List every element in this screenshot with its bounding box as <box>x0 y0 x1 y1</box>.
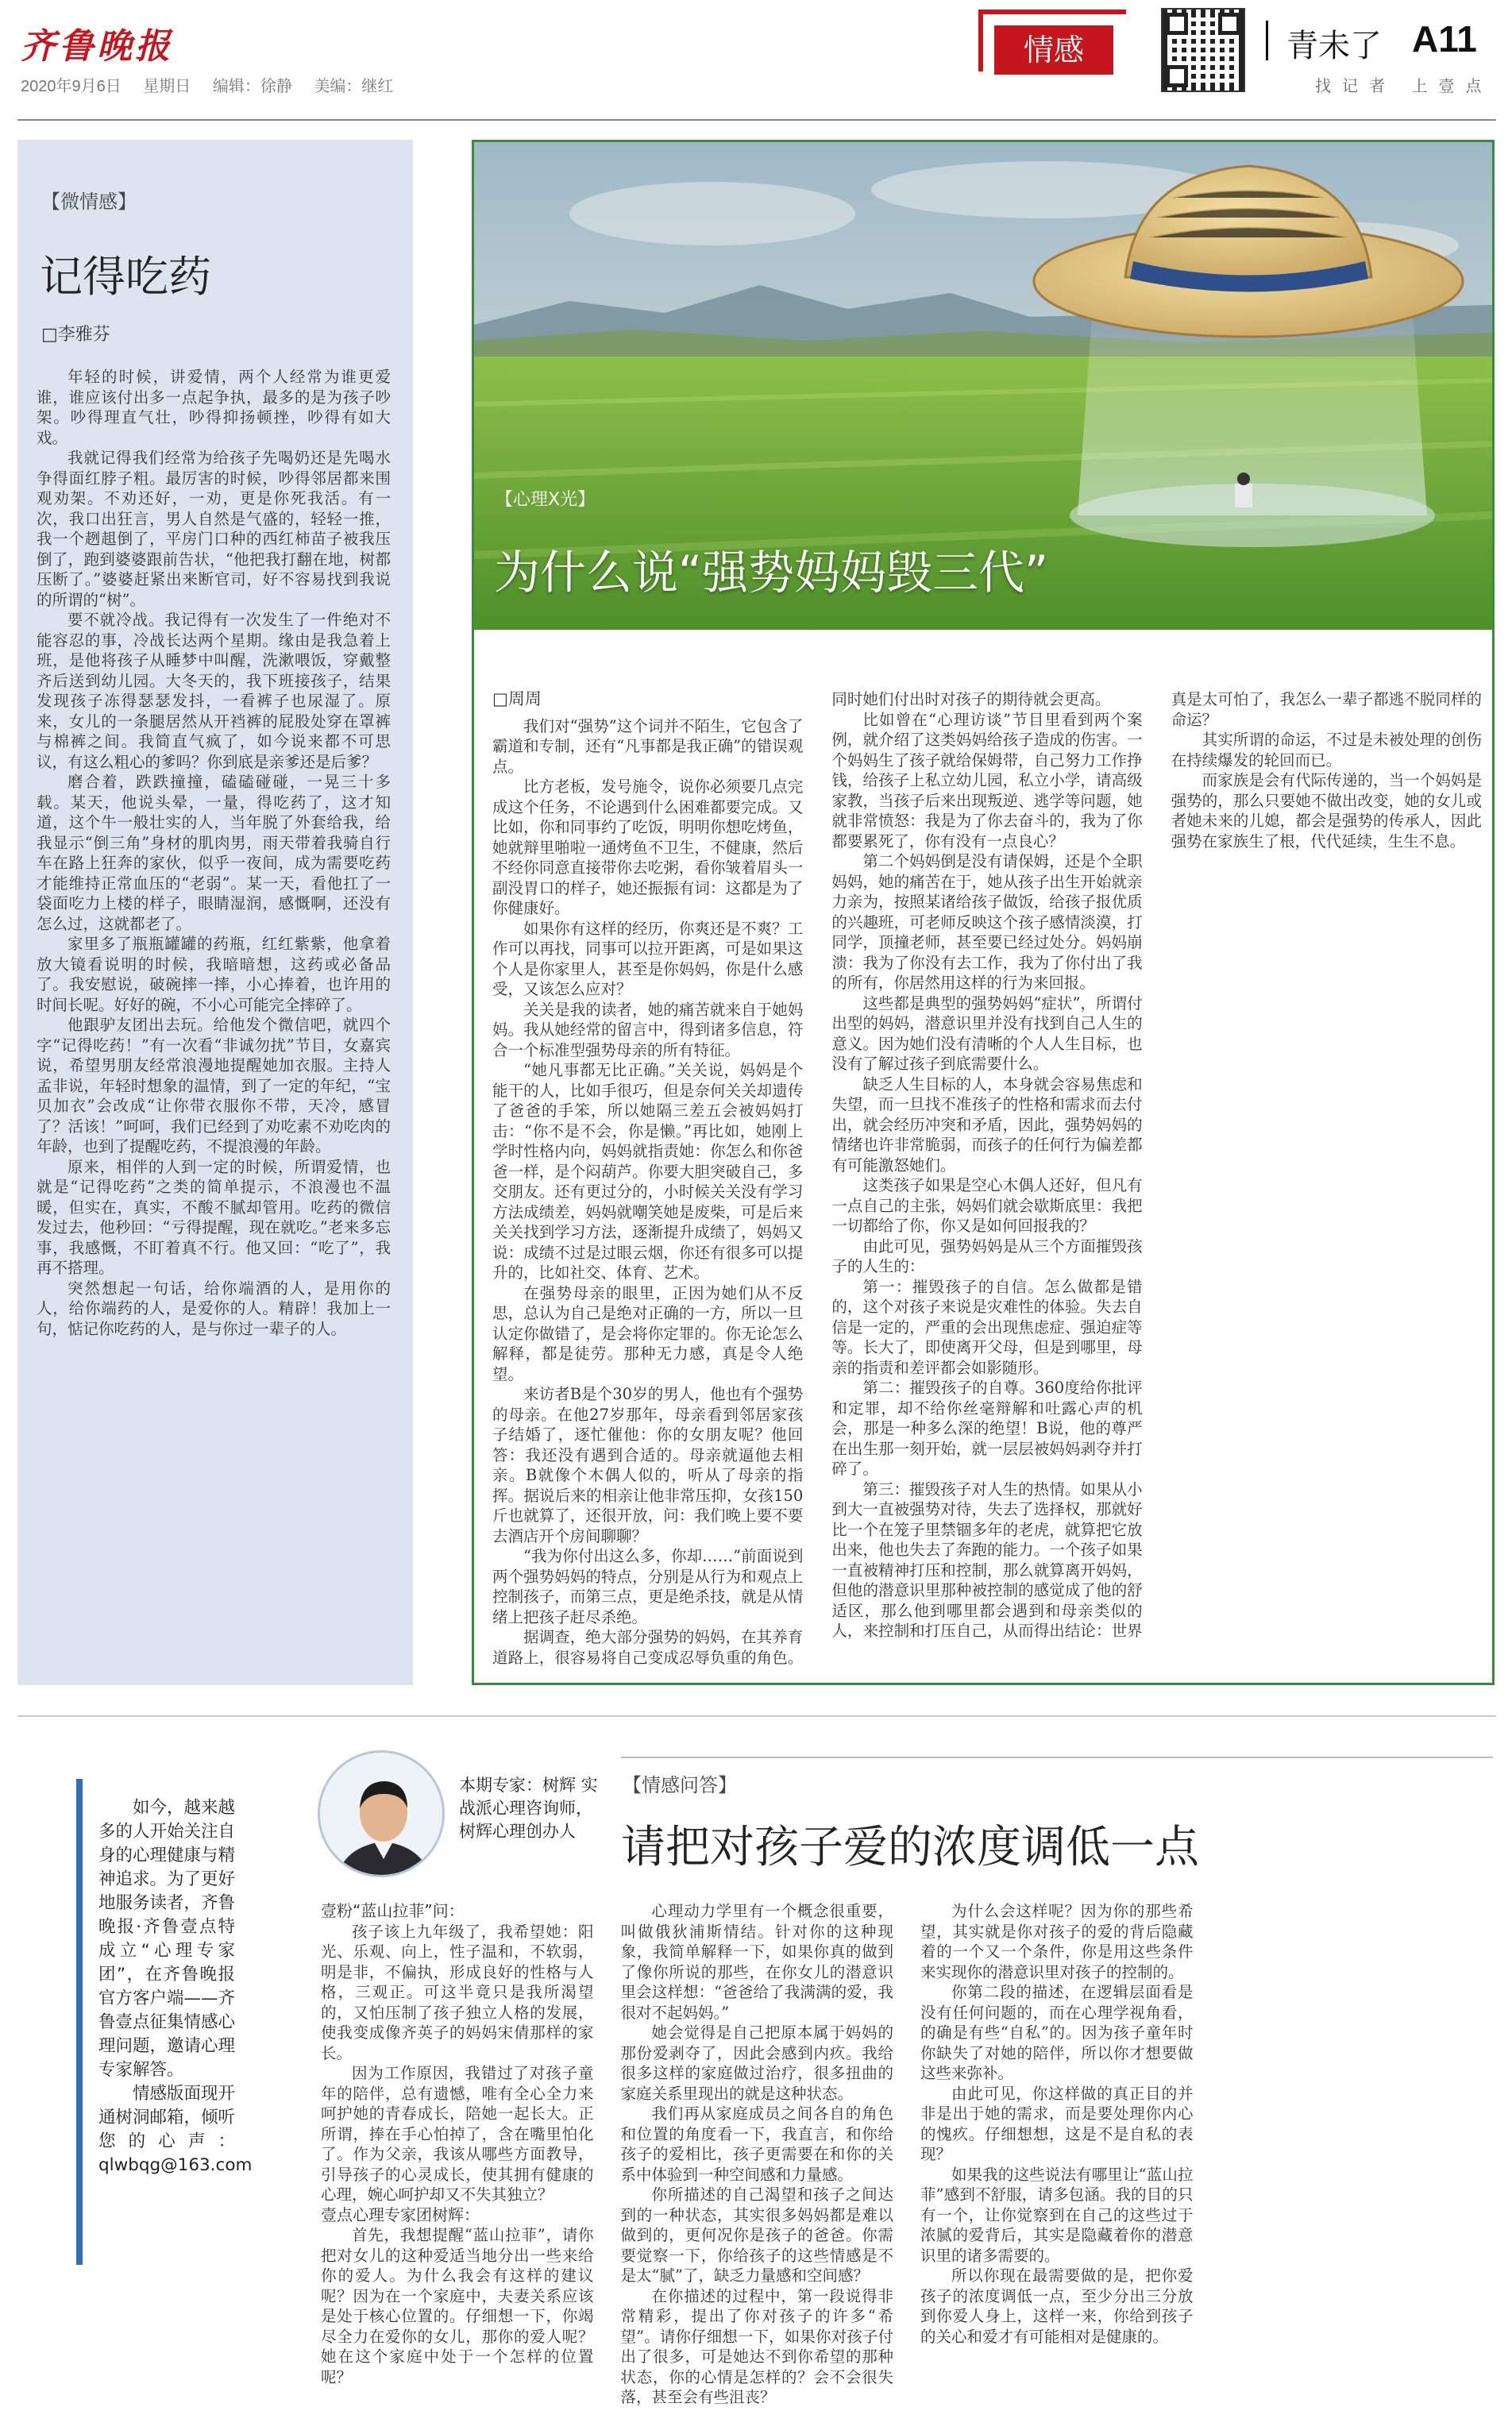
question-from: 壹粉“蓝山拉菲”问： <box>321 1901 465 1920</box>
paragraph: 其实所谓的命运，不过是未被处理的创伤在持续爆发的轮回而已。 <box>1171 731 1482 770</box>
expert-info: 本期专家：树辉 实战派心理咨询师，树辉心理创办人 <box>459 1776 598 1841</box>
qa-rule <box>621 1757 1493 1758</box>
answer-paragraph: 你第二段的描述，在逻辑层面看是没有任何问题的，而在心理学视角看，的确是有些“自私”的。因为孩子童年时你缺失了对她的陪伴，所以你才想要做这些来弥补。 <box>920 1983 1194 2082</box>
issue-date: 2020年9月6日 <box>21 78 122 95</box>
answer-paragraph: 我们再从家庭成员之间各自的角色和位置的角度看一下，我直言，和你给孩子的爱相比，孩子更需要在和你的关系中体验到一种空间感和力量感。 <box>620 2104 893 2184</box>
paragraph: 而家族是会有代际传递的，当一个妈妈是强势的，那么只要她不做出改变，她的女儿或者她未来的儿媳，都会是强势的传承人，因此强势在家族生了根，代代延续，生生不息。 <box>1171 771 1482 851</box>
promo-accent-bar <box>76 1779 83 2265</box>
issue-designer: 美编：继红 <box>314 78 394 95</box>
question-paragraph: 因为工作原因，我错过了对孩子童年的陪伴，总有遗憾，唯有全心全力来呵护她的青春成长，陪她一起长大。正所谓，捧在手心怕掉了，含在嘴里怕化了。作为父亲，我该从哪些方面教导，引导孩子的心灵成长，使其拥有健康的心理，婉心呵护却又不失其独立？ <box>321 2064 594 2204</box>
paragraph: 第一：摧毁孩子的自信。怎么做都是错的，这个对孩子来说是灾难性的体验。失去自信是一定的，严重的会出现焦虑症、强迫症等等。长大了，即使离开父母，但是到哪里，母亲的指责和差评都会如影随形。 <box>831 1277 1143 1377</box>
feature-tag: 【心理X光】 <box>496 490 596 510</box>
feature-title: 为什么说“强势妈妈毁三代” <box>494 546 1049 600</box>
category-tag: 情感 <box>994 25 1113 75</box>
qr-code-icon[interactable] <box>1161 8 1245 92</box>
paragraph: 比方老板，发号施令，说你必须要几点完成这个任务，不论遇到什么困难都要完成。又比如，你和同事约了吃饭，明明你想吃烤鱼，她就辩里啪啦一通烤鱼不卫生，不健康，然后不经你同意直接带你去吃粥，看你皱着眉头一副没胃口的样子，她还振振有词：这都是为了你健康好。 <box>492 777 804 917</box>
paragraph: 关关是我的读者，她的痛苦就来自于她妈妈。我从她经常的留言中，得到诸多信息，符合一个标准型强势母亲的所有特征。 <box>492 1000 804 1059</box>
answer-paragraph: 为什么会这样呢？因为你的那些希望，其实就是你对孩子的爱的背后隐藏着的一个又一个条件，你是用这些条件来实现你的潜意识里对孩子的控制的。 <box>920 1902 1194 1981</box>
paragraph: 在强势母亲的眼里，正因为她们从不反思，总认为自己是绝对正确的一方，所以一旦认定你做错了，是会将你定罪的。你无论怎么解释，都是徒劳。那种无力感，真是令人绝望。 <box>492 1283 804 1383</box>
paragraph: 我们对“强势”这个词并不陌生，它包含了霸道和专制，还有“凡事都是我正确”的错误观点。 <box>492 716 804 776</box>
paragraph: 年轻的时候，讲爱情，两个人经常为谁更爱谁，谁应该付出多一点起争执，最多的是为孩子吵架。吵得理直气壮，吵得抑扬顿挫，吵得有如大戏。 <box>37 368 391 447</box>
paragraph: 缺乏人生目标的人，本身就会容易焦虑和失望，而一旦找不准孩子的性格和需求而去付出，就会经历冲突和矛盾，因此，强势妈妈的情绪也许非常脆弱，而孩子的任何行为偏差都有可能激怒她们。 <box>831 1074 1143 1175</box>
paragraph: 来访者B是个30岁的男人，他也有个强势的母亲。在他27岁那年，母亲看到邻居家孩子结婚了，逐忙催他：你的女朋友呢？他回答：我还没有遇到合适的。母亲就逼他去相亲。B就像个木偶人似的，听从了母亲的指挥。据说后来的相亲让他非常压抑，女孩150斤也就算了，还很开放，问：我们晚上要不要去酒店开个房间聊聊？ <box>492 1385 804 1545</box>
answer-paragraph: 你所描述的自己渴望和孩子之间达到的一种状态，其实很多妈妈都是难以做到的，更何况你是孩子的爸爸。你需要觉察一下，你给孩子的这些情感是不是太“腻”了，缺乏力量感和空间感？ <box>620 2185 893 2285</box>
paragraph: 要不就冷战。我记得有一次发生了一件绝对不能容忍的事，冷战长达两个星期。缘由是我急着上班，是他将孩子从睡梦中叫醒，洗漱喂饭，穿戴整齐后送到幼儿园。大冬天的，我下班接孩子，结果发现孩子冻得瑟瑟发抖，一看裤子也尿湿了。原来，女儿的一条腿居然从开裆裤的屁股处穿在罩裤与棉裤之间。我简直气疯了，如今说来都不可思议，有这么粗心的爹吗？你到底是亲爹还是后爹？ <box>37 611 391 771</box>
section-name: 青未了 <box>1286 28 1382 64</box>
feature-body <box>492 689 1482 1674</box>
paragraph: 第二个妈妈倒是没有请保姆，还是个全职妈妈，她的痛苦在于，她从孩子出生开始就亲力亲为，按照某诸给孩子做饭，给孩子报优质的兴趣班，可老师反映这个孩子感情淡漠，打同学，顶撞老师，甚至要已经过处分。妈妈崩溃：我为了你没有去工作，我为了你付出了我的所有，你居然用这样的行为来回报。 <box>831 852 1143 992</box>
answer-paragraph: 所以你现在最需要做的是，把你爱孩子的浓度调低一点，至少分出三分放到你爱人身上，这样一来，你给到孩子的关心和爱才有可能相对是健康的。 <box>920 2266 1194 2346</box>
question-paragraph: 孩子该上九年级了，我希望她：阳光、乐观、向上，性子温和，不软弱，明是非，不偏执，形成良好的性格与人格，三观正。可这半竟只是我所渴望的，又怕压制了孩子独立人格的发展，使我变成像齐英子的妈妈宋倩那样的家长。 <box>321 1922 594 2062</box>
paragraph: 第三：摧毁孩子对人生的热情。如果从小到大一直被强势对待，失去了选择权，那就好比一个在笼子里禁锢多年的老虎，就算把它放出来，他也失去了奔跑的能力。一个孩子如果一直被精神打压和控制，那么就算离开妈妈，但他的潜意识里那种被控制的感觉成了他的舒适区，那么他到哪里都会遇到和母亲类似的人，来控制和打压自己，从而得出结论：世界真是太可怕了，我怎么一辈子都逃不脱同样的命运？ <box>831 690 1482 1640</box>
section-divider <box>17 1715 1496 1717</box>
answer-paragraph: 如果我的这些说法有哪里让“蓝山拉菲”感到不舒服，请多包涵。我的目的只有一个，让你觉察到在自己的这些过于浓腻的爱背后，其实是隐藏着你的潜意识里的诸多需要的。 <box>920 2165 1194 2265</box>
paragraph: 这些都是典型的强势妈妈“症状”，所谓付出型的妈妈，潜意识里并没有找到自己人生的意义。因为她们没有清晰的个人人生目标，也没有了解过孩子到底需要什么。 <box>831 993 1143 1073</box>
paragraph: “我为你付出这么多，你却……”前面说到两个强势妈妈的特点，分别是从行为和观点上控制孩子，而第三点，更是绝杀技，就是从情绪上把孩子赶尽杀绝。 <box>492 1547 804 1626</box>
left-article-title: 记得吃药 <box>40 252 211 302</box>
paragraph: 这类孩子如果是空心木偶人还好，但凡有一点自己的主张，妈妈们就会歇斯底里：我把一切都给了你，你又是如何回报我的？ <box>831 1176 1143 1235</box>
promo-text: 如今，越来越多的人开始关注自身的心理健康与精神追求。为了更好地服务读者，齐鲁晚报·齐鲁壹点特成立“心理专家团”，在齐鲁晚报官方客户端——齐鲁壹点征集情感心理问题，邀请心理专家解答。 <box>98 1798 236 2080</box>
paragraph: 磨合着，跌跌撞撞，磕磕碰碰，一晃三十多载。某天，他说头晕，一量，得吃药了，这才知道，这个牛一般壮实的人，当年脱了外套给我，给我显示“倒三角”身材的肌肉男，雨天带着我骑自行车在路上狂奔的家伙，似乎一夜间，成为需要吃药才能维持正常血压的“老弱”。某一天，看他扛了一袋面吃力上楼的样子，眼睛湿润，感慨啊，还没有怎么过，这就都老了。 <box>37 773 391 933</box>
answer-paragraph: 在你描述的过程中，第一段说得非常精彩，提出了你对孩子的许多“希望”。请你仔细想一下，如果你对孩子付出了很多，可是她达不到你希望的那种状态，你的心情是怎样的？会不会很失落，甚至会有些沮丧？ <box>620 2286 893 2406</box>
paragraph: 比如曾在“心理访谈”节目里看到两个案例，就介绍了这类妈妈给孩子造成的伤害。一个妈妈生了孩子就给保姆带，自己努力工作挣钱，给孩子上私立幼儿园，私立小学，请高级家教，当孩子后来出现叛逆、逃学等问题，她就非常愤怒：我是为了你去奋斗的，我为了你都要累死了，你有没有一点良心？ <box>831 710 1143 851</box>
page-number: A11 <box>1412 18 1477 60</box>
paragraph: 突然想起一句话，给你端酒的人，是用你的人，给你端药的人，是爱你的人。精辟！我加上一句，惦记你吃药的人，是与你过一辈子的人。 <box>37 1279 391 1338</box>
qa-body <box>321 1901 1493 2417</box>
paragraph: 如果你有这样的经历，你爽还是不爽？工作可以再找，同事可以拉开距离，可是如果这个人是你家里人，甚至是你妈妈，你是什么感受，又该怎么应对？ <box>492 919 804 998</box>
paragraph: 由此可见，强势妈妈是从三个方面摧毁孩子的人生的： <box>831 1236 1143 1275</box>
paragraph: 家里多了瓶瓶罐罐的药瓶，红红紫紫，他拿着放大镜看说明的时候，我暗暗想，这药或必备品了。我安慰说，破碗摔一摔，小心捧着，也许用的时间长呢。好好的碗，不小心可能完全摔碎了。 <box>37 935 391 1014</box>
answer-paragraph: 首先，我想提醒“蓝山拉菲”，请你把对女儿的这种爱适当地分出一些来给你的爱人。为什么我会有这样的建议呢？因为在一个家庭中，夫妻关系应该是处于核心位置的。仔细想一下，你竭尽全力在爱你的女儿，那你的爱人呢？她在这个家庭中处于一个怎样的位置呢？ <box>321 2226 594 2386</box>
masthead-logo: 齐鲁晚报 <box>21 26 173 67</box>
expert-avatar <box>318 1750 445 1877</box>
issue-meta <box>21 73 411 96</box>
left-article-tag: 【微情感】 <box>41 191 137 213</box>
issue-weekday: 星期日 <box>143 78 191 95</box>
left-article-body <box>37 367 391 1339</box>
promo-mailbox: 情感版面现开通树洞邮箱，倾听您的心声：qlwbqg@163.com <box>98 2084 253 2175</box>
issue-editor: 编辑：徐静 <box>212 78 292 95</box>
feature-author: □周周 <box>492 689 542 708</box>
answer-from: 壹点心理专家团树辉： <box>321 2204 480 2224</box>
paragraph: 据调查，绝大部分强势的妈妈，在其养育道路上，很容易将自己变成忍辱负重的角色。同时她们付出时对孩子的期待就会更高。 <box>492 690 1111 1667</box>
promo-box <box>98 1796 253 2177</box>
paragraph: 我就记得我们经常为给孩子先喝奶还是先喝水争得面红脖子粗。最厉害的时候，吵得邻居都来围观劝架。不劝还好，一劝，更是你死我活。有一次，我口出狂言，男人自然是气盛的，轻轻一推，我一个趔趄倒了，平房门口种的西红柿苗子被我压倒了，跑到婆婆跟前告状，“他把我打翻在地，树都压断了。”婆婆赶紧出来断官司，好不容易找到我说的所谓的“树”。 <box>37 449 391 609</box>
answer-paragraph: 由此可见，你这样做的真正目的并非是出于她的需求，而是要处理你内心的愧疚。仔细想想，这是不是自私的表现？ <box>920 2084 1194 2163</box>
answer-paragraph: 心理动力学里有一个概念很重要，叫做俄狄浦斯情结。针对你的这种现象，我简单解释一下，如果你真的做到了像你所说的那些，在你女儿的潜意识里会这样想：“爸爸给了我满满的爱，我很对不起妈妈。” <box>620 1902 893 2022</box>
left-article-author: □李雅芬 <box>41 325 110 345</box>
header-divider <box>1266 21 1268 60</box>
qa-tag: 【情感问答】 <box>623 1774 737 1796</box>
paragraph: 他跟驴友团出去玩。给他发个微信吧，就四个字“记得吃药！”有一次看“非诚勿扰”节目，女嘉宾说，希望男朋友经常浪漫地提醒她加衣服。主持人孟非说，年轻时想象的温情，到了一定的年纪，“宝贝加衣”会改成“让你带衣服你不带，天冷，感冒了？活该！”呵呵，我们已经到了劝吃素不劝吃肉的年龄，也到了提醒吃药，不提浪漫的年龄。 <box>37 1016 391 1155</box>
header-rule <box>17 119 1496 121</box>
qa-title: 请把对孩子爱的浓度调低一点 <box>621 1822 1199 1873</box>
paragraph: 原来，相伴的人到一定的时候，所谓爱情，也就是“记得吃药”之类的简单提示，不浪漫也不温暖，但实在，真实，不酸不腻却管用。吃药的微信发过去，他秒回：“亏得提醒，现在就吃。”老来多忘事，我感慨，不盯着真不行。他又回：“吃了”，我再不搭理。 <box>37 1157 391 1277</box>
paragraph: “她凡事都无比正确。”关关说，妈妈是个能干的人，比如手很巧，但是奈何关关却遗传了爸爸的手笨，所以她隔三差五会被妈妈打击：“你不是不会，你是懒。”再比如，她刚上学时性格内向，妈妈就指责她：你怎么和你爸爸一样，是个闷葫芦。你要大胆突破自己，多交朋友。还有更过分的，小时候关关没有学习方法成绩差，妈妈就嘲笑她是废柴，可是后来关关找到学习方法，逐渐提升成绩了，妈妈又说：成绩不过是过眼云烟，你还有很多可以提升的，比如社交、体育、艺术。 <box>492 1061 804 1282</box>
reporter-line: 找记者 上壹点 <box>1315 78 1493 95</box>
paragraph: 第二：摧毁孩子的自尊。360度给你批评和定罪，却不给你丝毫辩解和吐露心声的机会，那是一种多么深的绝望！B说，他的尊严在出生那一刻开始，就一层层被妈妈剥夺并打碎了。 <box>831 1379 1143 1478</box>
answer-paragraph: 她会觉得是自己把原本属于妈妈的那份爱剥夺了，因此会感到内疚。我给很多这样的家庭做过治疗，很多扭曲的家庭关系里现出的就是这种状态。 <box>620 2023 893 2103</box>
